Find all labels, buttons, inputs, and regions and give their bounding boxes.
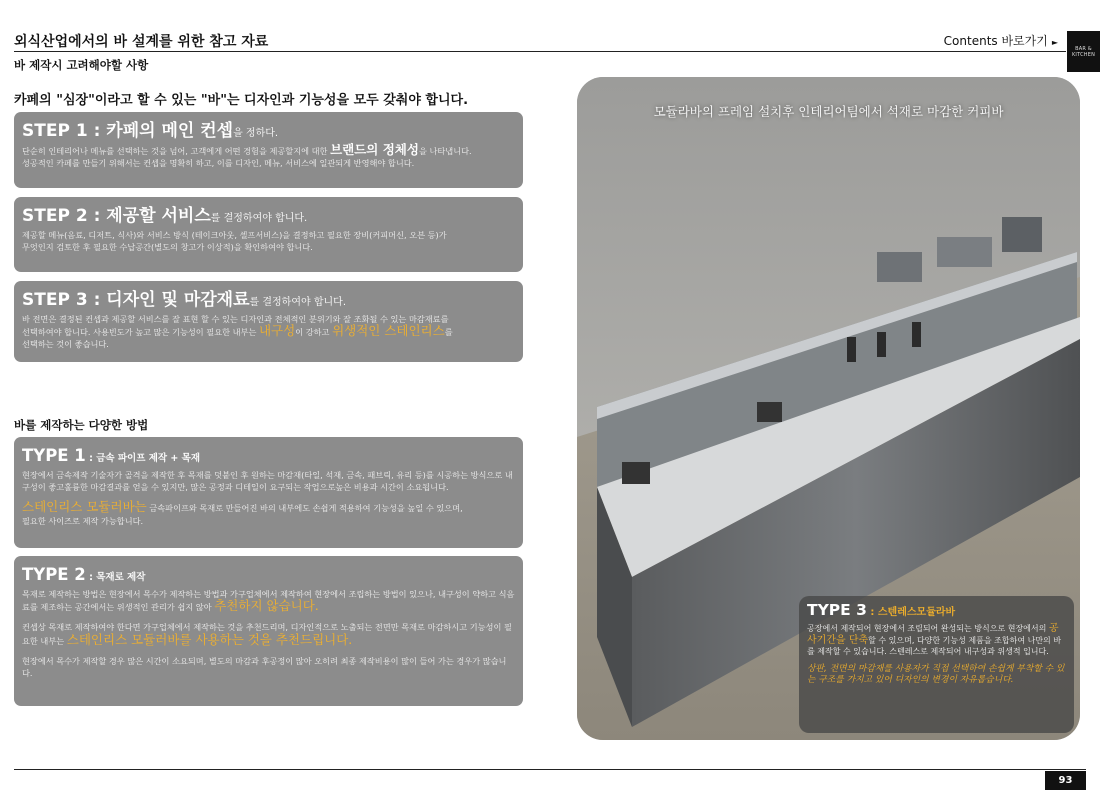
footer-divider — [14, 769, 1086, 770]
page-title: 외식산업에서의 바 설계를 위한 참고 자료 — [14, 34, 269, 50]
durability-highlight: 내구성 — [258, 323, 296, 339]
header-divider — [14, 51, 1066, 52]
type-3-paragraph: 공장에서 제작되어 현장에서 조립되어 완성되는 방식으로 현장에서의 공사기간을 단축할 수 있으며, 다양한 기능성 제품을 조합하여 나만의 바를 제작할 수 있습니다. 스텐레스로 제작되어 내구성과 위생적 입니다. — [807, 623, 1062, 656]
type-2-paragraph-2: 컨셉상 목재로 제작하여야 한다면 가구업체에서 제작하는 것을 추천드리며, 디자인적으로 노출되는 전면만 목재로 마감하시고 기능성이 필요한 내부는 스테인리스 모듈러바를 사용하는 것을 추천드립니다. — [22, 622, 512, 647]
type-1-paragraph-1: 현장에서 금속제작 기술자가 골격을 제작한 후 목재를 덧붙인 후 원하는 마감재(타일, 석재, 금속, 패브릭, 유리 등)를 시공하는 방식으로 내구성이 좋고훌륭한 마감결과를 얻을 수 있지만, 많은 공정과 디테일이 요구되는 작업으로높은 비용과 시간이 소요됩니다. — [22, 470, 513, 493]
contents-link-label: Contents 바로가기 — [943, 34, 1048, 48]
section-subheading: 바 제작시 고려해야할 사항 — [14, 58, 149, 72]
methods-heading: 바를 제작하는 다양한 방법 — [14, 418, 149, 432]
step-3-card — [14, 281, 523, 362]
type-2-title: TYPE 2 : 목재로 제작 — [22, 565, 146, 584]
recommend-highlight: 스테인리스 모듈러바를 사용하는 것을 추천드립니다. — [66, 631, 353, 647]
step-2-title: STEP 2 : 제공할 서비스를 결정하여야 합니다. — [22, 206, 308, 226]
modular-bar-highlight: 스테인리스 모듈러바는 — [22, 499, 147, 515]
brand-logo — [1067, 31, 1100, 72]
type-3-title: TYPE 3 : 스텐레스모듈라바 — [807, 601, 956, 619]
logo-text: BAR & KITCHEN — [1071, 46, 1096, 58]
type-1-card — [14, 437, 523, 548]
page-number: 93 — [1045, 771, 1086, 790]
step-1-body: 단순히 인테리어나 메뉴를 선택하는 것을 넘어, 고객에게 어떤 경험을 제공할지에 대한 브랜드의 정체성을 나타냅니다. 성공적인 카페를 만들기 위해서는 컨셉을 명확히 하고, 이를 디자인, 메뉴, 서비스에 일관되게 반영해야 합니다. — [22, 142, 472, 169]
type-3-overlay — [799, 596, 1074, 733]
type-1-paragraph-2: 스테인리스 모듈러바는 금속파이프와 목재로 만들어진 바의 내부에도 손쉽게 적용하여 기능성을 높일 수 있으며, 필요한 사이즈로 제작 가능합니다. — [22, 499, 463, 526]
not-recommended-highlight: 추천하지 않습니다. — [214, 598, 319, 614]
stainless-highlight: 위생적인 스테인리스 — [332, 323, 445, 339]
step-2-card — [14, 197, 523, 272]
step-2-body: 제공할 메뉴(음료, 디저트, 식사)와 서비스 방식 (테이크아웃, 셀프서비스)을 결정하고 필요한 장비(커피머신, 오븐 등)가 무엇인지 검토한 후 필요한 수납공간(별도의 창고가 이상적)을 확인하여야 합니다. — [22, 230, 447, 253]
play-arrow-icon: ► — [1051, 38, 1058, 47]
type-2-paragraph-1: 목재로 제작하는 방법은 현장에서 목수가 제작하는 방법과 가구업체에서 제작하여 현장에서 조립하는 방법이 있으나, 내구성이 약하고 식음료를 제조하는 공간에서는 위생적인 관리가 쉽지 않아 추천하지 않습니다. — [22, 589, 515, 614]
step-1-title: STEP 1 : 카페의 메인 컨셉을 정하다. — [22, 121, 279, 141]
intro-statement: 카페의 "심장"이라고 할 수 있는 "바"는 디자인과 기능성을 모두 갖춰야 합니다. — [14, 93, 469, 108]
shorten-period-highlight: 공사기간을 단축 — [807, 623, 1059, 646]
brand-identity-emphasis: 브랜드의 정체성 — [330, 142, 419, 157]
photo-caption: 모듈라바의 프레임 설치후 인테리어팀에서 석재로 마감한 커피바 — [653, 104, 1004, 119]
type-3-note: 상판, 전면의 마감재를 사용자가 직접 선택하여 손쉽게 부착할 수 있는 구조를 가지고 있어 디자인의 변경이 자유롭습니다. — [807, 663, 1065, 685]
contents-link[interactable] — [944, 32, 1058, 49]
coffee-bar-photo — [577, 77, 1080, 740]
step-1-card — [14, 112, 523, 188]
type-2-card — [14, 556, 523, 706]
type-1-title: TYPE 1 : 금속 파이프 제작 + 목재 — [22, 446, 200, 465]
step-3-body: 바 전면은 결정된 컨셉과 제공할 서비스를 잘 표현 할 수 있는 디자인과 전체적인 분위기와 잘 조화될 수 있는 마감재료를 선택하여야 합니다. 사용빈도가 높고 많은 기능성이 필요한 내부는 내구성이 강하고 위생적인 스테인리스를 선택하는 것이 좋습니다. — [22, 314, 453, 350]
step-3-title: STEP 3 : 디자인 및 마감재료를 결정하여야 합니다. — [22, 290, 346, 310]
type-2-paragraph-3: 현장에서 목수가 제작할 경우 많은 시간이 소요되며, 별도의 마감과 후공정이 많아 오히려 최종 제작비용이 많이 들어 가는 경우가 많습니다. — [22, 655, 507, 679]
